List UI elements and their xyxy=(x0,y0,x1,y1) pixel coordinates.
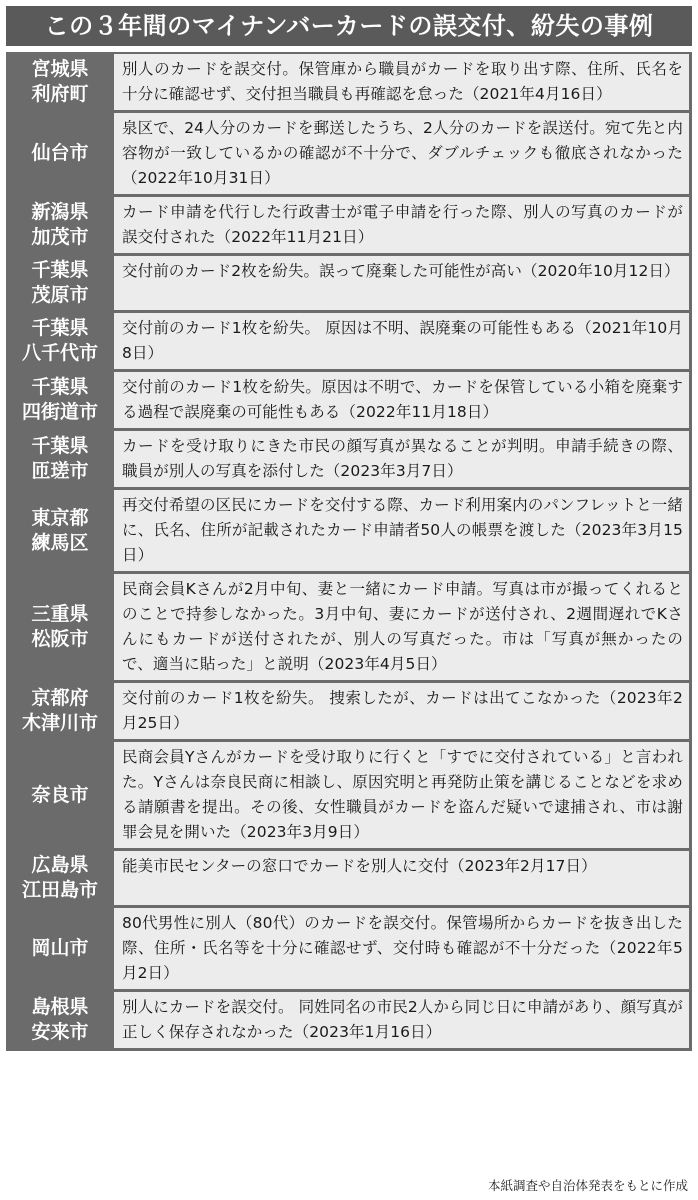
location-line-1: 三重県 xyxy=(31,603,89,625)
location-line-1: 宮城県 xyxy=(31,58,89,80)
case-description: 80代男性に別人（80代）のカードを誤交付。保管場所からカードを抜き出した際、住所・氏名等を十分に確認せず、交付時も確認が不十分だった（2022年5月2日） xyxy=(114,908,689,989)
table-row xyxy=(9,742,689,848)
table-row xyxy=(9,113,689,194)
location-label xyxy=(31,258,88,308)
cases-table xyxy=(6,52,692,1051)
table-row xyxy=(9,54,689,110)
location-label xyxy=(31,602,88,652)
table-rows xyxy=(9,54,689,1048)
table-row xyxy=(9,992,689,1048)
table-row xyxy=(9,851,689,905)
location-line-2: 木津川市 xyxy=(21,712,98,734)
case-description: カードを受け取りにきた市民の顔写真が異なることが判明。申請手続きの際、職員が別人の写真を添付した（2023年3月7日） xyxy=(114,431,689,487)
table-row xyxy=(9,197,689,253)
location-cell xyxy=(9,113,111,194)
location-cell xyxy=(9,851,111,905)
location-label xyxy=(31,141,88,166)
location-line-1: 千葉県 xyxy=(31,259,89,281)
location-line-2: 四街道市 xyxy=(21,401,98,423)
case-description: 交付前のカード1枚を紛失。 原因は不明、誤廃棄の可能性もある（2021年10月8日） xyxy=(114,313,689,369)
case-description: 再交付希望の区民にカードを交付する際、カード利用案内のパンフレットと一緒に、氏名、住所が記載されたカード申請者50人の帳票を渡した（2023年3月15日） xyxy=(114,490,689,571)
location-line-2: 茂原市 xyxy=(31,284,89,306)
location-label xyxy=(31,200,88,250)
location-cell xyxy=(9,490,111,571)
case-description: 民商会員Yさんがカードを受け取りに行くと「すでに交付されている」と言われた。Yさんは奈良民商に相談し、原因究明と再発防止策を講じることなどを求める請願書を提出。その後、女性職員がカードを盗んだ疑いで逮捕され、市は謝罪会見を開いた（2023年3月9日） xyxy=(114,742,689,848)
location-label xyxy=(31,995,88,1045)
location-line-1: 広島県 xyxy=(31,854,89,876)
table-row xyxy=(9,574,689,680)
location-cell xyxy=(9,431,111,487)
location-line-2: 利府町 xyxy=(31,83,89,105)
location-line-2: 匝瑳市 xyxy=(31,460,89,482)
case-description: 交付前のカード1枚を紛失。 捜索したが、カードは出てこなかった（2023年2月25日） xyxy=(114,683,689,739)
case-description: 泉区で、24人分のカードを郵送したうち、2人分のカードを誤送付。宛て先と内容物が一致しているかの確認が不十分で、ダブルチェックも徹底されなかった（2022年10月31日） xyxy=(114,113,689,194)
location-label xyxy=(31,936,88,961)
location-label xyxy=(31,57,88,107)
location-cell xyxy=(9,992,111,1048)
table-row xyxy=(9,256,689,310)
location-label xyxy=(22,686,98,736)
page-title: この３年間のマイナンバーカードの誤交付、紛失の事例 xyxy=(6,6,692,46)
location-label xyxy=(31,434,88,484)
table-row xyxy=(9,313,689,369)
case-description: 民商会員Kさんが2月中旬、妻と一緒にカード申請。写真は市が撮ってくれるとのことで持参しなかった。3月中旬、妻にカードが送付され、2週間遅れでKさんにもカードが送付されたが、別人の写真だった。市は「写真が無かったので、適当に貼った」と説明（2023年4月5日） xyxy=(114,574,689,680)
location-label xyxy=(22,316,98,366)
location-label xyxy=(31,783,88,808)
location-line-2: 安来市 xyxy=(31,1021,89,1043)
location-line-2: 練馬区 xyxy=(31,531,89,554)
location-label xyxy=(22,375,98,425)
case-description: 別人のカードを誤交付。保管庫から職員がカードを取り出す際、住所、氏名を十分に確認せず、交付担当職員も再確認を怠った（2021年4月16日） xyxy=(114,54,689,110)
table-row xyxy=(9,908,689,989)
location-line-1: 千葉県 xyxy=(31,435,89,457)
location-label xyxy=(31,506,88,556)
location-line-1: 奈良市 xyxy=(31,783,89,806)
location-cell xyxy=(9,908,111,989)
location-line-1: 千葉県 xyxy=(31,376,89,398)
case-description: 能美市民センターの窓口でカードを別人に交付（2023年2月17日） xyxy=(114,851,689,905)
table-row xyxy=(9,683,689,739)
location-line-2: 加茂市 xyxy=(31,226,89,248)
location-line-1: 島根県 xyxy=(31,996,89,1018)
location-cell xyxy=(9,313,111,369)
table-row xyxy=(9,490,689,571)
location-line-2: 松阪市 xyxy=(31,628,89,650)
location-line-2: 八千代市 xyxy=(21,342,98,364)
case-description: 別人にカードを誤交付。 同姓同名の市民2人から同じ日に申請があり、顔写真が正しく保存されなかった（2023年1月16日） xyxy=(114,992,689,1048)
location-line-1: 東京都 xyxy=(31,506,89,529)
location-cell xyxy=(9,683,111,739)
location-line-1: 京都府 xyxy=(31,687,89,709)
location-line-1: 仙台市 xyxy=(31,142,89,164)
case-description: 交付前のカード2枚を紛失。誤って廃棄した可能性が高い（2020年10月12日） xyxy=(114,256,689,310)
location-line-1: 岡山市 xyxy=(31,937,89,959)
location-cell xyxy=(9,197,111,253)
location-line-2: 江田島市 xyxy=(21,879,98,901)
table-row xyxy=(9,431,689,487)
location-cell xyxy=(9,372,111,428)
location-cell xyxy=(9,742,111,848)
location-line-1: 千葉県 xyxy=(31,317,89,339)
location-label xyxy=(22,853,98,903)
source-note: 本紙調査や自治体発表をもとに作成 xyxy=(487,1178,688,1193)
case-description: 交付前のカード1枚を紛失。原因は不明で、カードを保管している小箱を廃棄する過程で誤廃棄の可能性もある（2022年11月18日） xyxy=(114,372,689,428)
table-row xyxy=(9,372,689,428)
location-line-1: 新潟県 xyxy=(31,201,89,223)
location-cell xyxy=(9,256,111,310)
location-cell xyxy=(9,574,111,680)
case-description: カード申請を代行した行政書士が電子申請を行った際、別人の写真のカードが誤交付された（2022年11月21日） xyxy=(114,197,689,253)
location-cell xyxy=(9,54,111,110)
